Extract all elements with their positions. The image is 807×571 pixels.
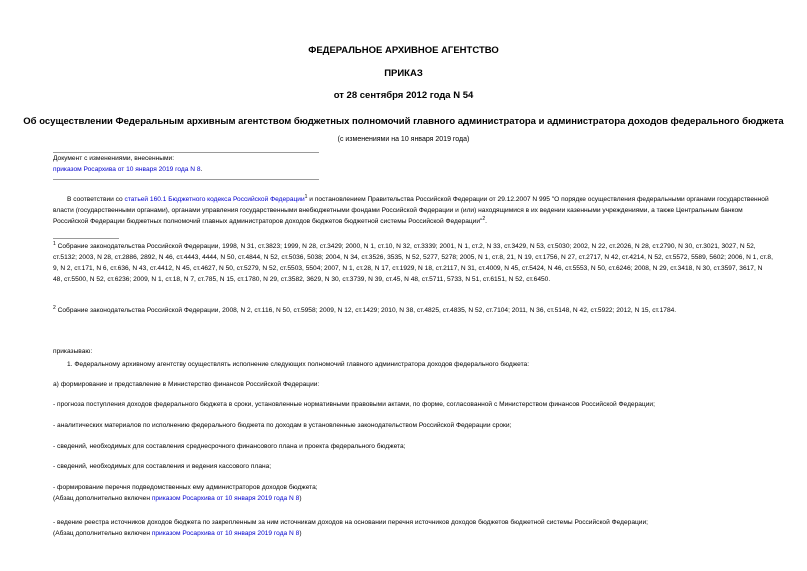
amendment-top-rule xyxy=(53,152,319,153)
order-word: приказываю: xyxy=(53,348,93,355)
note-suffix: ) xyxy=(299,530,302,537)
footnote-2 xyxy=(53,305,773,316)
note-prefix: (Абзац дополнительно включен xyxy=(53,530,152,537)
document-date: от 28 сентября 2012 года N 54 xyxy=(333,90,474,101)
item-a: а) формирование и представление в Министерство финансов Российской Федерации: xyxy=(53,381,320,388)
document-type: ПРИКАЗ xyxy=(384,68,423,79)
dash-item-forecast: - прогноза поступления доходов федерального бюджета в сроки, установленные нормативными правовыми актами, по форме, согласованной с Министерством финансов Российской Федерации; xyxy=(53,401,655,408)
note-prefix: (Абзац дополнительно включен xyxy=(53,495,152,502)
footnote-rule xyxy=(53,238,119,239)
footnote-text-1: Собрание законодательства Российской Федерации, 1998, N 31, ст.3823; 1999, N 28, ст.3429; 2000, N 1, ст.10, N 32, ст.3339; 2001, N 1, ст.2, N 33, ст.3429, N 53, ст.5030; 2002, N 22, ст.2026, N 28, ст.2790, N 30, ст.3021, 3027, N 52, ст.5132; 2003, N 28, ст.2886, 2892, N 46, ст.4443, 4444, N 50, ст.4844, N 52, ст.5036, 5038; 2004, N 34, ст.3526, 3535, N 52, 5277, 5278; 2005, N 1, ст.8, 21, N 19, ст.1756, N 27, ст.2717, N 42, ст.4214, N 52, ст.5572, 5589, 5602; 2006, N 1, ст.8, 9, N 2, ст.171, N 6, ст.636, N 43, ст.4412, N 45, ст.4627, N 50, ст.5279, N 52, ст.5503, 5504; 2007, N 1, ст.28, N 17, ст.1929, N 18, ст.2117, N 31, ст.4009, N 45, ст.5424, N 46, ст.5553, N 50, ст.6246; 2008, N 29, ст.3418, N 30, ст.3597, 3617, N 48, ст.5500, N 52, ст.6236; 2009, N 1, ст.18, N 7, ст.785, N 15, ст.1780, N 29, ст.3582, 3629, N 30, ст.3739, N 39, ст.45, N 48, ст.5711, 5733, N 51, ст.6151, N 52, ст.6450. xyxy=(53,243,773,283)
dash-item-registry: - ведение реестра источников доходов бюджета по закрепленным за ним источникам доходов на основании перечня источников доходов бюджетов бюджетной системы Российской Федерации; xyxy=(53,519,648,526)
preamble-text-3: . xyxy=(485,218,487,225)
footnote-1 xyxy=(53,241,773,285)
amendment-note-1 xyxy=(53,493,302,504)
dash-item-cash-plan: - сведений, необходимых для составления и ведения кассового плана; xyxy=(53,463,272,470)
amendment-note-link-2[interactable]: приказом Росархива от 10 января 2019 года N 8 xyxy=(151,530,300,537)
amendment-intro: Документ с изменениями, внесенными: xyxy=(53,155,175,162)
footnote-ref-2: 2 xyxy=(482,215,486,222)
budget-code-link[interactable]: статьей 160.1 Бюджетного кодекса Российской Федерации xyxy=(124,196,305,203)
footnote-text-2: Собрание законодательства Российской Федерации, 2008, N 2, ст.116, N 50, ст.5958; 2009, N 12, ст.1429; 2010, N 38, ст.4825, ст.4835, N 52, ст.7104; 2011, N 36, ст.5148, N 42, ст.5922; 2012, N 15, ст.1784. xyxy=(55,307,677,314)
preamble-text-2: и постановлением Правительства Российской Федерации от 29.12.2007 N 995 "О порядке осуществления федеральными органами государственной власти (государственными органами), органами управления государственными внебюджетными фондами Российской Федерации и (или) находящимися в их ведении казенными учреждениями, а также Центральным банком Российской Федерации бюджетных полномочий главных администраторов доходов бюджетов бюджетной системы Российской Федерации" xyxy=(53,196,769,225)
revision-note: (с изменениями на 10 января 2019 года) xyxy=(337,136,470,143)
dash-item-analytics: - аналитических материалов по исполнению федерального бюджета по доходам в установленные законодательством Российской Федерации сроки; xyxy=(53,422,512,429)
preamble-text-1: В соответствии со xyxy=(67,196,125,203)
agency-name: ФЕДЕРАЛЬНОЕ АРХИВНОЕ АГЕНТСТВО xyxy=(308,45,499,56)
amendment-note-2 xyxy=(53,528,302,539)
footnote-mark-1: 1 xyxy=(53,240,56,247)
amendment-end: . xyxy=(200,165,203,173)
document-title: Об осуществлении Федеральным архивным агентством бюджетных полномочий главного администратора и администратора доходов федерального бюджета xyxy=(23,116,784,127)
dash-item-plan: - сведений, необходимых для составления среднесрочного финансового плана и проекта федерального бюджета; xyxy=(53,443,406,450)
item-1: 1. Федеральному архивному агентству осуществлять исполнение следующих полномочий главного администратора доходов федерального бюджета: xyxy=(67,361,530,368)
dash-item-admins-list: - формирование перечня подведомственных ему администраторов доходов бюджета; xyxy=(53,484,318,491)
note-suffix: ) xyxy=(299,495,302,502)
preamble-paragraph xyxy=(53,194,773,227)
amendment-bottom-rule xyxy=(53,179,319,180)
amendment-note-link-1[interactable]: приказом Росархива от 10 января 2019 года N 8 xyxy=(151,495,300,502)
amendment-box xyxy=(53,154,202,175)
footnote-mark-2: 2 xyxy=(53,304,56,311)
amendment-link[interactable]: приказом Росархива от 10 января 2019 года N 8 xyxy=(53,165,201,173)
footnote-ref-1: 1 xyxy=(304,193,308,200)
